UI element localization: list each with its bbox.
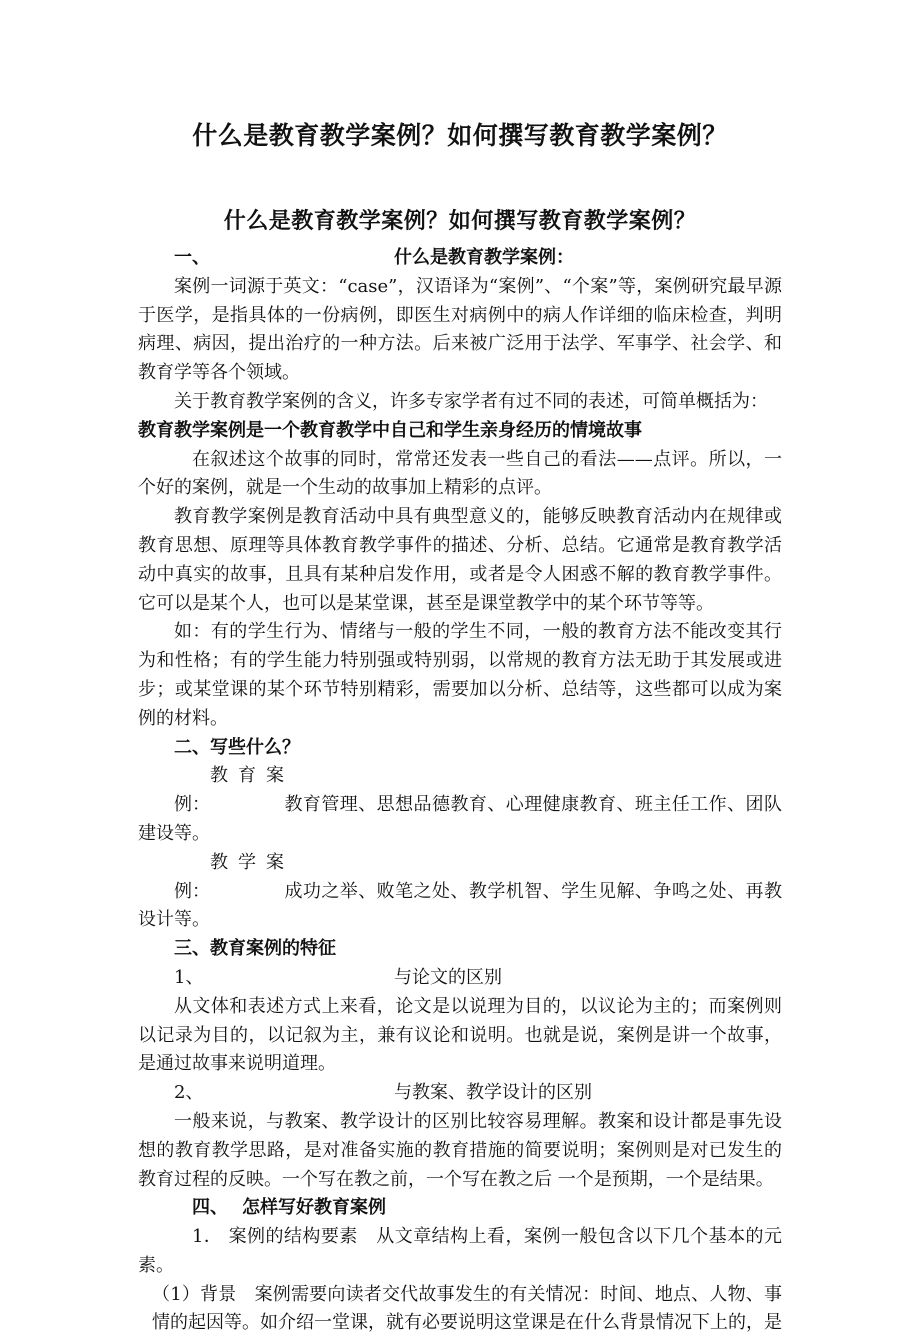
- paragraph: 一般来说，与教案、教学设计的区别比较容易理解。教案和设计都是事先设想的教育教学思路，是对准备实施的教育措施的简要说明；案例则是对已发生的教育过程的反映。一个写在教之前，一个写在教之后 一个是预期，一个是结果。: [138, 1110, 782, 1190]
- subsection-title: 与论文的区别: [394, 966, 502, 988]
- item-text: 教育管理、思想品德教育、心理健康教育、班主任工作、团队建设等。: [138, 794, 782, 844]
- article-title: 什么是教育教学案例？如何撰写教育教学案例？: [223, 209, 697, 234]
- item-label: 教学案例：: [174, 851, 284, 902]
- subsection-title: 与教案、教学设计的区别: [394, 1082, 592, 1104]
- paragraph: 关于教育教学案例的含义，许多专家学者有过不同的表述，可简单概括为：: [174, 390, 768, 412]
- subsection-number: 2、: [174, 1082, 204, 1104]
- section-number: 四、: [192, 1197, 228, 1219]
- education-case-item: [138, 762, 782, 848]
- item-label: 教育案例：: [174, 765, 284, 816]
- item-text: 成功之举、败笔之处、教学机智、学生见解、争鸣之处、再教设计等。: [138, 880, 782, 931]
- section-heading-2: 二、写些什么？: [174, 736, 300, 758]
- section-title: 怎样写好教育案例: [242, 1197, 386, 1219]
- section-heading-1: [138, 244, 782, 273]
- article-body: [138, 244, 782, 1338]
- paragraph: 案例一词源于英文：“case”，汉语译为“案例”、“个案”等，案例研究最早源于医学，是指具体的一份病例，即医生对病例中的病人作详细的临床检查，判明病理、病因，提出治疗的一种方法。后来被广泛用于法学、军事学、社会学、和教育学等各个领域。: [138, 275, 782, 384]
- paragraph: 从文体和表述方式上来看，论文是以说理为目的，以议论为主的；而案例则以记录为目的，以记叙为主，兼有议论和说明。也就是说，案例是讲一个故事，是通过故事来说明道理。: [138, 995, 782, 1075]
- definition-statement: 教育教学案例是一个教育教学中自己和学生亲身经历的情境故事: [138, 419, 642, 441]
- teaching-case-item: [138, 849, 782, 935]
- paragraph: 1． 案例的结构要素 从文章结构上看，案例一般包含以下几个基本的元素。: [138, 1226, 782, 1276]
- paragraph: 教育教学案例是教育活动中具有典型意义的，能够反映教育活动内在规律或教育思想、原理等具体教育教学事件的描述、分析、总结。它通常是教育教学活动中真实的故事，且具有某种启发作用，或者是令人困惑不解的教育教学事件。它可以是某个人，也可以是某堂课，甚至是课堂教学中的某个环节等等。: [138, 506, 782, 614]
- paragraph: 在叙述这个故事的同时，常常还发表一些自己的看法——点评。所以，一个好的案例，就是一个生动的故事加上精彩的点评。: [138, 448, 782, 499]
- subsection-heading-2: [138, 1079, 782, 1108]
- section-title: 什么是教育教学案例：: [394, 247, 574, 268]
- subsection-number: 1、: [174, 966, 204, 988]
- paragraph: （1）背景 案例需要向读者交代故事发生的有关情况：时间、地点、人物、事情的起因等。如介绍一堂课，就有必要说明这堂课是在什么背景情况下上的，是: [152, 1283, 782, 1334]
- document-title: 什么是教育教学案例？如何撰写教育教学案例？: [192, 121, 728, 150]
- subsection-heading-1: [138, 964, 782, 993]
- paragraph: 如：有的学生行为、情绪与一般的学生不同，一般的教育方法不能改变其行为和性格；有的学生能力特别强或特别弱，以常规的教育方法无助于其发展或进步；或某堂课的某个环节特别精彩，需要加以分析、总结等，这些都可以成为案例的材料。: [138, 621, 782, 729]
- section-heading-3: 三、教育案例的特征: [174, 938, 336, 960]
- section-number: 一、: [174, 247, 210, 268]
- section-heading-4: [138, 1194, 782, 1223]
